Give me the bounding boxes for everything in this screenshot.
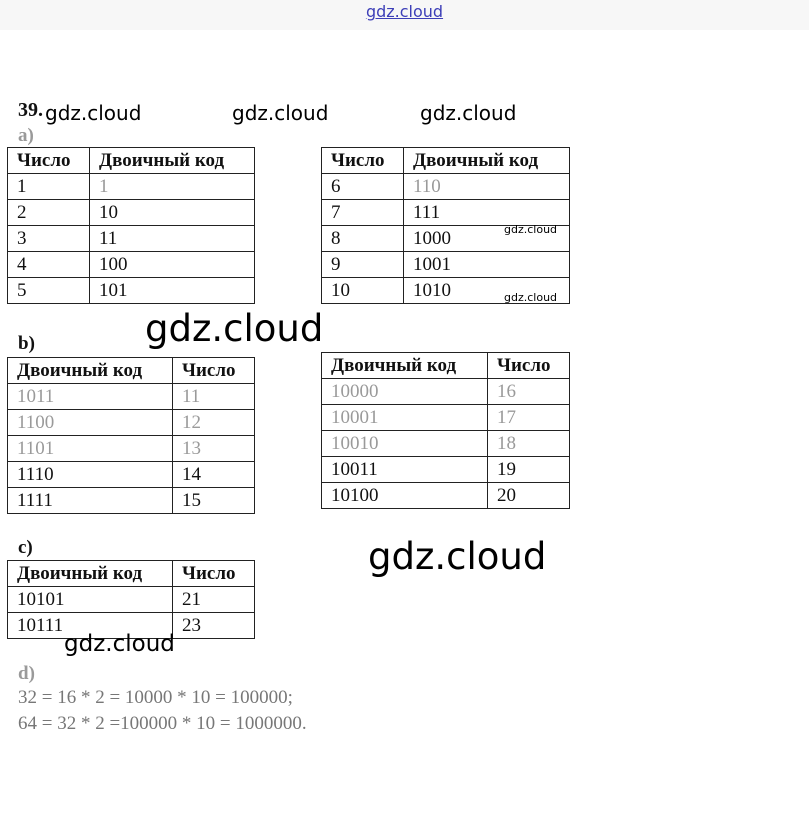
table-row (322, 431, 570, 457)
table-row (8, 462, 255, 488)
header-number: Число (488, 353, 570, 379)
cell-number: 5 (8, 278, 90, 304)
cell-number: 16 (488, 379, 570, 405)
table-row (8, 587, 255, 613)
cell-number: 3 (8, 226, 90, 252)
watermark: gdz.cloud (64, 631, 175, 657)
cell-number: 18 (488, 431, 570, 457)
table-row (322, 252, 570, 278)
cell-number: 12 (173, 410, 255, 436)
cell-binary: 1010 (404, 278, 570, 304)
cell-number: 11 (173, 384, 255, 410)
cell-number: 19 (488, 457, 570, 483)
cell-binary: 1 (90, 174, 255, 200)
label-b: b) (18, 333, 35, 354)
cell-binary: 1111 (8, 488, 173, 514)
watermark: gdz.cloud (232, 101, 329, 125)
header-number: Число (8, 148, 90, 174)
watermark: gdz.cloud (45, 101, 142, 125)
cell-binary: 100 (90, 252, 255, 278)
table-row (322, 405, 570, 431)
header-binary: Двоичный код (8, 561, 173, 587)
label-a: a) (18, 125, 34, 146)
cell-binary: 11 (90, 226, 255, 252)
top-bar (0, 0, 809, 30)
header-number: Число (173, 561, 255, 587)
cell-binary: 1000 (404, 226, 570, 252)
site-link[interactable]: gdz.cloud (365, 2, 444, 21)
watermark: gdz.cloud (368, 535, 547, 578)
watermark: gdz.cloud (420, 101, 517, 125)
label-c: c) (18, 537, 33, 558)
table-row (8, 384, 255, 410)
header-number: Число (322, 148, 404, 174)
table-row (322, 457, 570, 483)
cell-number: 9 (322, 252, 404, 278)
cell-number: 6 (322, 174, 404, 200)
header-number: Число (173, 358, 255, 384)
cell-number: 23 (173, 613, 255, 639)
watermark: gdz.cloud (504, 291, 558, 304)
cell-binary: 1001 (404, 252, 570, 278)
cell-number: 7 (322, 200, 404, 226)
cell-binary: 1110 (8, 462, 173, 488)
header-binary: Двоичный код (404, 148, 570, 174)
problem-number: 39. (18, 99, 43, 121)
table-row (8, 436, 255, 462)
table-row (8, 174, 255, 200)
cell-binary: 10 (90, 200, 255, 226)
table-row (8, 488, 255, 514)
table-row (322, 174, 570, 200)
d-line-1: 32 = 16 * 2 = 10000 * 10 = 100000; (18, 687, 293, 708)
cell-binary: 10001 (322, 405, 488, 431)
table-row (322, 200, 570, 226)
header-binary: Двоичный код (8, 358, 173, 384)
cell-binary: 1101 (8, 436, 173, 462)
table-a-left (7, 147, 255, 304)
cell-binary: 1011 (8, 384, 173, 410)
table-row (8, 226, 255, 252)
table-b-right (321, 352, 570, 509)
cell-binary: 10000 (322, 379, 488, 405)
cell-number: 1 (8, 174, 90, 200)
cell-binary: 10010 (322, 431, 488, 457)
cell-binary: 10101 (8, 587, 173, 613)
table-b-left (7, 357, 255, 514)
cell-binary: 111 (404, 200, 570, 226)
cell-number: 10 (322, 278, 404, 304)
cell-number: 21 (173, 587, 255, 613)
header-binary: Двоичный код (322, 353, 488, 379)
cell-number: 15 (173, 488, 255, 514)
table-row (322, 379, 570, 405)
table-row (8, 410, 255, 436)
cell-number: 2 (8, 200, 90, 226)
watermark: gdz.cloud (504, 223, 558, 236)
cell-binary: 10111 (8, 613, 173, 639)
cell-binary: 1100 (8, 410, 173, 436)
table-c (7, 560, 255, 639)
header-binary: Двоичный код (90, 148, 255, 174)
cell-binary: 101 (90, 278, 255, 304)
cell-binary: 10100 (322, 483, 488, 509)
table-row (8, 200, 255, 226)
cell-binary: 110 (404, 174, 570, 200)
cell-binary: 10011 (322, 457, 488, 483)
table-row (8, 278, 255, 304)
watermark: gdz.cloud (145, 307, 324, 350)
cell-number: 13 (173, 436, 255, 462)
label-d: d) (18, 663, 35, 684)
table-row (322, 483, 570, 509)
d-line-2: 64 = 32 * 2 =100000 * 10 = 1000000. (18, 713, 307, 734)
cell-number: 20 (488, 483, 570, 509)
cell-number: 4 (8, 252, 90, 278)
cell-number: 14 (173, 462, 255, 488)
cell-number: 8 (322, 226, 404, 252)
cell-number: 17 (488, 405, 570, 431)
table-row (8, 252, 255, 278)
